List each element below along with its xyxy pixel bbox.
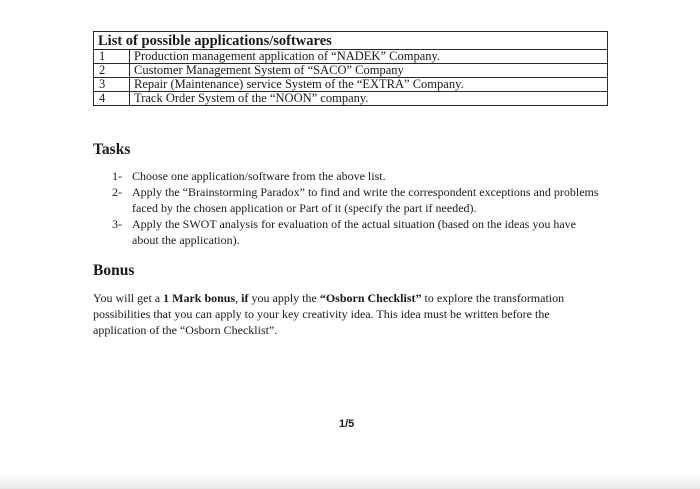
bonus-heading: Bonus <box>93 262 135 279</box>
table-row <box>94 78 608 92</box>
row-text: Repair (Maintenance) service System of the “EXTRA” Company. <box>130 78 608 92</box>
page-number: 1/5 <box>339 418 355 430</box>
table-header-row <box>94 32 608 50</box>
row-text: Customer Management System of “SACO” Company <box>130 64 608 78</box>
table-title: List of possible applications/softwares <box>94 32 608 50</box>
row-text: Track Order System of the “NOON” company. <box>130 92 608 106</box>
task-text: Apply the SWOT analysis for evaluation of the actual situation (based on the ideas you have about the application). <box>132 217 576 247</box>
bonus-text: You will get a <box>93 291 164 305</box>
table-row <box>94 92 608 106</box>
task-number: 3- <box>112 217 122 231</box>
tasks-heading: Tasks <box>93 141 131 158</box>
task-number: 2- <box>112 185 122 199</box>
task-item <box>112 216 602 248</box>
bonus-if-emphasis: if <box>241 291 249 305</box>
task-item <box>112 184 602 216</box>
bonus-text: you apply the <box>248 291 320 305</box>
row-text: Production management application of “NADEK” Company. <box>130 50 608 64</box>
task-text: Choose one application/software from the above list. <box>132 169 386 183</box>
table-row <box>94 50 608 64</box>
bonus-text: to explore the transformation possibilities that you can apply to your key creativity idea. This idea must be written before the application of the “Osborn Checklist”. <box>93 291 565 337</box>
task-number: 1- <box>112 169 122 183</box>
bonus-text: , <box>235 291 242 305</box>
applications-table <box>93 31 608 106</box>
row-number: 4 <box>94 92 130 106</box>
row-number: 1 <box>94 50 130 64</box>
row-number: 3 <box>94 78 130 92</box>
table-row <box>94 64 608 78</box>
page-bottom-shadow <box>0 475 700 489</box>
bonus-paragraph <box>93 290 593 338</box>
bonus-mark-emphasis: 1 Mark bonus <box>163 291 236 305</box>
tasks-list <box>112 168 602 248</box>
row-number: 2 <box>94 64 130 78</box>
osborn-checklist-emphasis: “Osborn Checklist” <box>319 291 422 305</box>
task-text: Apply the “Brainstorming Paradox” to find and write the correspondent exceptions and problems faced by the chosen application or Part of it (specify the part if needed). <box>132 185 599 215</box>
task-item <box>112 168 602 184</box>
